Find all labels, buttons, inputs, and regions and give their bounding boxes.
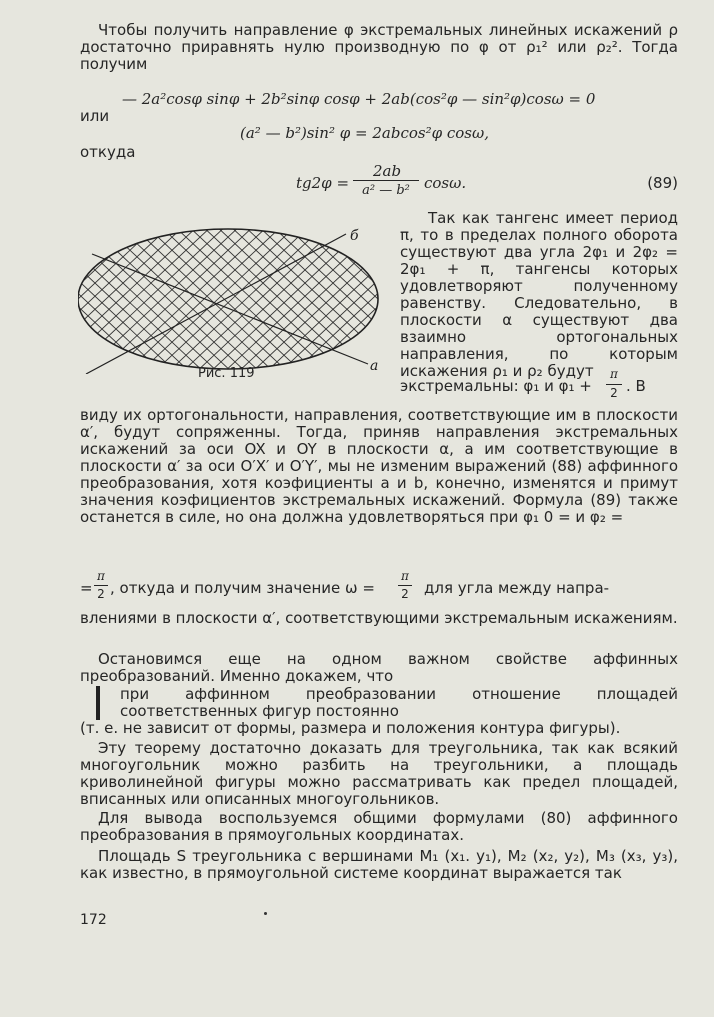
intro-paragraph: Чтобы получить направление φ экстремальных линейных искажений ρ достаточно приравнять нулю производную по φ от ρ₁² или ρ₂². Тогда получим — [80, 21, 678, 73]
figure-caption: Рис. 119 — [198, 366, 255, 381]
right-column-text: Так как тангенс имеет период π, то в пределах полного оборота существуют два угла 2φ₁ и 2φ₂ = 2φ₁ + π, тангенсы которых удовлетворяют полученному равенству. Следовательно, в плоскости α существуют два взаимно ортогональных направления, по которым искажения ρ₁ и ρ₂ будут — [400, 209, 678, 380]
label-a: а — [370, 358, 379, 374]
paragraph-7: Площадь S треугольника с вершинами M₁ (x₁. y₁), M₂ (x₂, y₂), M₃ (x₃, y₃), как известно, в прямоугольной системе координат выражается так — [80, 847, 678, 882]
hatch-lines — [78, 224, 398, 374]
right-column-last-line: экстремальны: φ₁ и φ₁ + π 2 . В — [400, 367, 646, 400]
whence-label: откуда — [80, 143, 136, 161]
equation-number: (89) — [647, 174, 678, 192]
label-b: б — [350, 228, 359, 244]
paragraph-6: Для вывода воспользуемся общими формулами (80) аффинного преобразования в прямоугольных координатах. — [80, 809, 678, 844]
print-speck — [264, 912, 267, 915]
eq3-right: cosω. — [424, 174, 467, 192]
eq3-denominator: a² — b² — [362, 183, 410, 198]
paragraph-2-end: влениями в плоскости α′, соответствующими экстремальным искажениям. — [80, 609, 678, 627]
theorem-side-bar — [96, 686, 100, 720]
eq3-left: tg2φ = — [296, 174, 350, 192]
equation-2: (a² — b²)sin² φ = 2abcos²φ cosω, — [240, 124, 489, 142]
or-label: или — [80, 107, 110, 125]
paragraph-4: (т. е. не зависит от формы, размера и положения контура фигуры). — [80, 719, 621, 737]
fraction-bar — [353, 180, 419, 181]
equation-1: — 2a²cosφ sinφ + 2b²sinφ cosφ + 2ab(cos²φ — sin²φ)cosω = 0 — [122, 90, 596, 108]
page-number: 172 — [80, 912, 107, 928]
paragraph-3: Остановимся еще на одном важном свойстве аффинных преобразований. Именно докажем, что — [80, 650, 678, 685]
paragraph-2: виду их ортогональности, направления, соответствующие им в плоскости α′, будут сопряженны. Тогда, приняв направления экстремальных искажений за оси OX и OY в плоскости α, а им соответствующие в плоскости α′ за оси O′X′ и O′Y′, мы не изменим выражений (88) аффинного преобразования, хотя коэфициенты a и b, конечно, изменятся и примут значения коэфициентов экстремальных искажений. Формула (89) также останется в силе, но она должна удовлетворяться при φ₁ 0 = и φ₂ = — [80, 407, 678, 526]
eq3-numerator: 2ab — [372, 162, 402, 180]
paragraph-2-fraction-line: = π 2 , откуда и получим значение ω = π 2 для угла между напра- — [80, 569, 610, 601]
theorem-statement: при аффинном преобразовании отношение площадей соответственных фигур постоянно — [120, 685, 678, 720]
paragraph-5: Эту теорему достаточно доказать для треугольника, так как всякий многоугольник можно разбить на треугольники, а площадь криволинейной фигуры можно рассматривать как предел площадей, вписанных или описанных многоугольников. — [80, 739, 678, 808]
axis-a-line — [92, 254, 368, 364]
ellipse-figure — [78, 224, 398, 374]
